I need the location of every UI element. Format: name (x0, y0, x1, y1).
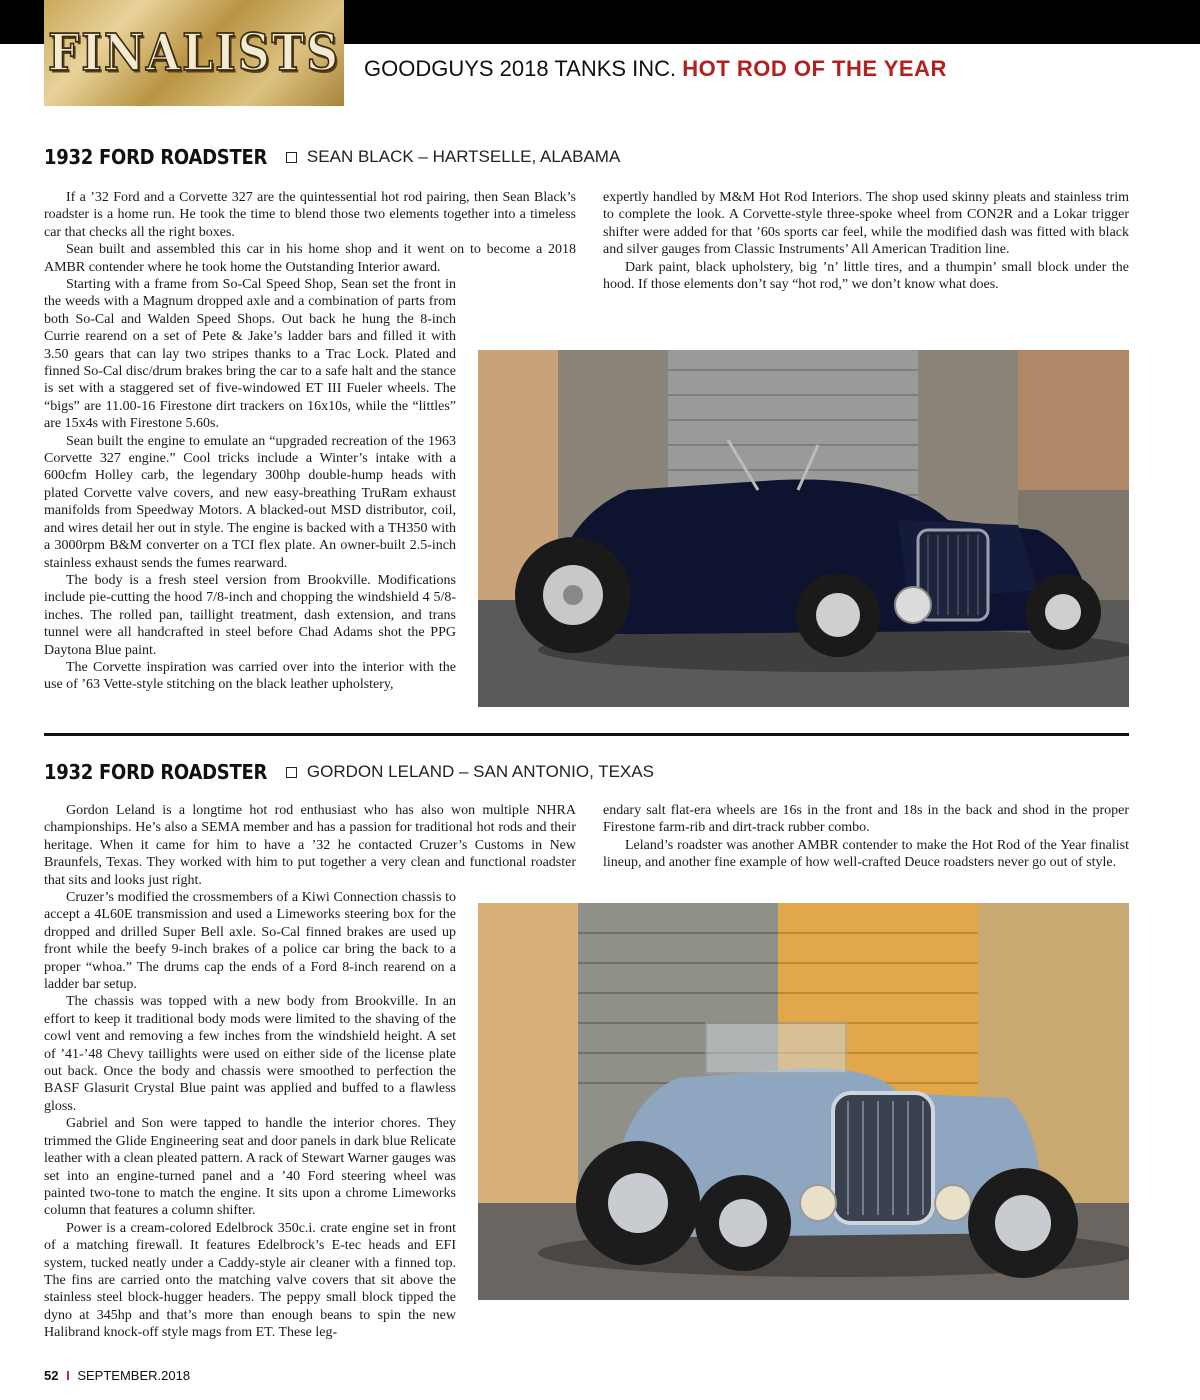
article-1-col2-para-1: expertly handled by M&M Hot Rod Interiors. The shop used skinny pleats and stainless trim to complete the look. A Corvette-style three-spoke wheel from CON2R and a Lokar trigger shifter were added for that ’60s sports car feel, while the modified dash was fitted with black and silver gauges from Classic Instruments’ All American Tradition line. (603, 190, 1129, 258)
article-1-car-title: 1932 FORD ROADSTER (44, 145, 268, 169)
article-2-para-1: Gordon Leland is a longtime hot rod enthusiast who has also won multiple NHRA championships. He’s also a SEMA member and has a passion for traditional hot rods and their heritage. When it came for him to have a ’32 he contacted Cruzer’s Customs in New Braunfels, Texas. They worked with him to put together a very clean and functional roadster that sits and looks just right. (44, 803, 576, 888)
black-roadster-photo (478, 350, 1129, 707)
article-2-para-5: Power is a cream-colored Edelbrock 350c.i. crate engine set in front of a matching firewall. It features Edelbrock’s E-tec heads and EFI system, tucked neatly under a Caddy-style air cleaner with a finned top. The fins are carried onto the matching valve covers that sit above the stainless steel block-hugger headers. The peppy small block tipped the dyno at 345hp and that’s more than enough beans to spin the new Halibrand knock-off style mags from ET. These leg- (44, 1220, 456, 1341)
blue-roadster-photo (478, 903, 1129, 1300)
article-1-column-1-narrow (44, 276, 456, 694)
article-2-col2-para-2: Leland’s roadster was another AMBR contender to make the Hot Rod of the Year finalist lineup, and another fine example of how well-crafted Deuce roadsters never go out of style. (603, 837, 1129, 871)
footer-separator: I (66, 1368, 70, 1383)
header-title-prefix: GOODGUYS 2018 TANKS INC. (364, 56, 677, 81)
article-1-car-photo (478, 350, 1129, 707)
article-2-car-title: 1932 FORD ROADSTER (44, 760, 268, 784)
finalists-badge (44, 0, 344, 106)
bullet-square-icon (286, 767, 297, 778)
page-number: 52 (44, 1368, 59, 1383)
finalists-badge-text: FINALISTS (48, 23, 340, 83)
article-1-column-2 (603, 189, 1129, 293)
article-2-column-2 (603, 802, 1129, 872)
header-title-highlight: HOT ROD OF THE YEAR (682, 56, 947, 81)
article-2-owner: GORDON LELAND – SAN ANTONIO, TEXAS (306, 762, 654, 781)
article-2-col2-para-1: endary salt flat-era wheels are 16s in the front and 18s in the back and shod in the proper Firestone farm-rib and dirt-track rubber combo. (603, 803, 1129, 836)
page-footer (44, 1368, 190, 1383)
article-2-car-photo (478, 903, 1129, 1300)
article-2-heading (44, 760, 654, 784)
article-2-column-1-narrow (44, 889, 456, 1342)
page-header-title (364, 56, 947, 82)
article-2-column-1 (44, 802, 576, 889)
article-1-column-1 (44, 189, 576, 276)
section-divider (44, 733, 1129, 736)
bullet-square-icon (286, 152, 297, 163)
issue-date: SEPTEMBER.2018 (77, 1368, 191, 1383)
article-2-para-3: The chassis was topped with a new body from Brookville. In an effort to keep it traditional body mods were limited to the shaving of the cowl vent and removing a few inches from the windshield height. A set of ’41-’48 Chevy taillights were used on either side of the license plate out back. Once the body and chassis were smoothed to perfection the BASF Glasurit Crystal Blue paint was applied and buffed to a flawless gloss. (44, 994, 456, 1114)
article-1-para-6: The Corvette inspiration was carried over into the interior with the use of ’63 Vette-style stitching on the black leather upholstery, (44, 659, 456, 693)
article-1-heading (44, 145, 620, 169)
article-1-para-4: Sean built the engine to emulate an “upgraded recreation of the 1963 Corvette 327 engine.” Cool tricks include a Winter’s intake with a 600cfm Holley carb, the legendary 300hp double-hump heads with plated Corvette valve covers, and new easy-breathing TruRam exhaust manifolds from Speedway Motors. A blacked-out MSD distributor, coil, and wires detail her out in style. The engine is backed with a TH350 with a 3000rpm B&M converter on a TCI flex plate. An owner-built 2.5-inch stainless exhaust sends the fumes rearward. (44, 433, 456, 571)
article-1-para-3: Starting with a frame from So-Cal Speed Shop, Sean set the front in the weeds with a Magnum dropped axle and a combination of parts from both So-Cal and Walden Speed Shops. Out back he hung the 8-inch Currie rearend on a set of Pete & Jake’s ladder bars and filled it with 3.50 gears that can lay two stripes thanks to a Trac Lock. Plated and finned So-Cal disc/drum brakes bring the car to a safe halt and the stance is set with a staggered set of five-windowed ET III Fueler wheels. The “bigs” are 11.00-16 Firestone dirt trackers on 16x10s, while the “littles” are 15x4s with Firestone 5.60s. (44, 277, 456, 432)
article-1-col2-para-2: Dark paint, black upholstery, big ’n’ little tires, and a thumpin’ small block under the hood. If those elements don’t say “hot rod,” we don’t know what does. (603, 259, 1129, 293)
article-2-para-4: Gabriel and Son were tapped to handle the interior chores. They trimmed the Glide Engineering seat and door panels in dark blue Relicate leather with a clean pleated pattern. A rack of Stewart Warner gauges was set into an engine-turned panel and a ’40 Ford steering wheel was painted two-tone to match the engine. It sits upon a chrome Limeworks column that features a column shifter. (44, 1116, 456, 1219)
article-1-para-2: Sean built and assembled this car in his home shop and it went on to become a 2018 AMBR contender where he took home the Outstanding Interior award. (44, 242, 576, 275)
article-1-para-5: The body is a fresh steel version from Brookville. Modifications include pie-cutting the hood 7/8-inch and chopping the windshield 4 5/8-inches. The rolled pan, taillight treatment, dash extension, and trans tunnel were all handcrafted in steel before Chad Adams shot the PPG Daytona Blue paint. (44, 572, 456, 658)
article-2-para-2: Cruzer’s modified the crossmembers of a Kiwi Connection chassis to accept a 4L60E transmission and used a Limeworks steering box for the dropped and drilled Super Bell axle. So-Cal finned brakes are used up front while the beefy 9-inch brakes of a police car bring the back to a proper “whoa.” The drums cap the ends of a Ford 8-inch rearend on a ladder bar setup. (44, 890, 456, 993)
article-1-para-1: If a ’32 Ford and a Corvette 327 are the quintessential hot rod pairing, then Sean Black’s roadster is a home run. He took the time to blend those two elements together into a timeless car that checks all the right boxes. (44, 190, 576, 240)
article-1-owner: SEAN BLACK – HARTSELLE, ALABAMA (306, 147, 621, 166)
